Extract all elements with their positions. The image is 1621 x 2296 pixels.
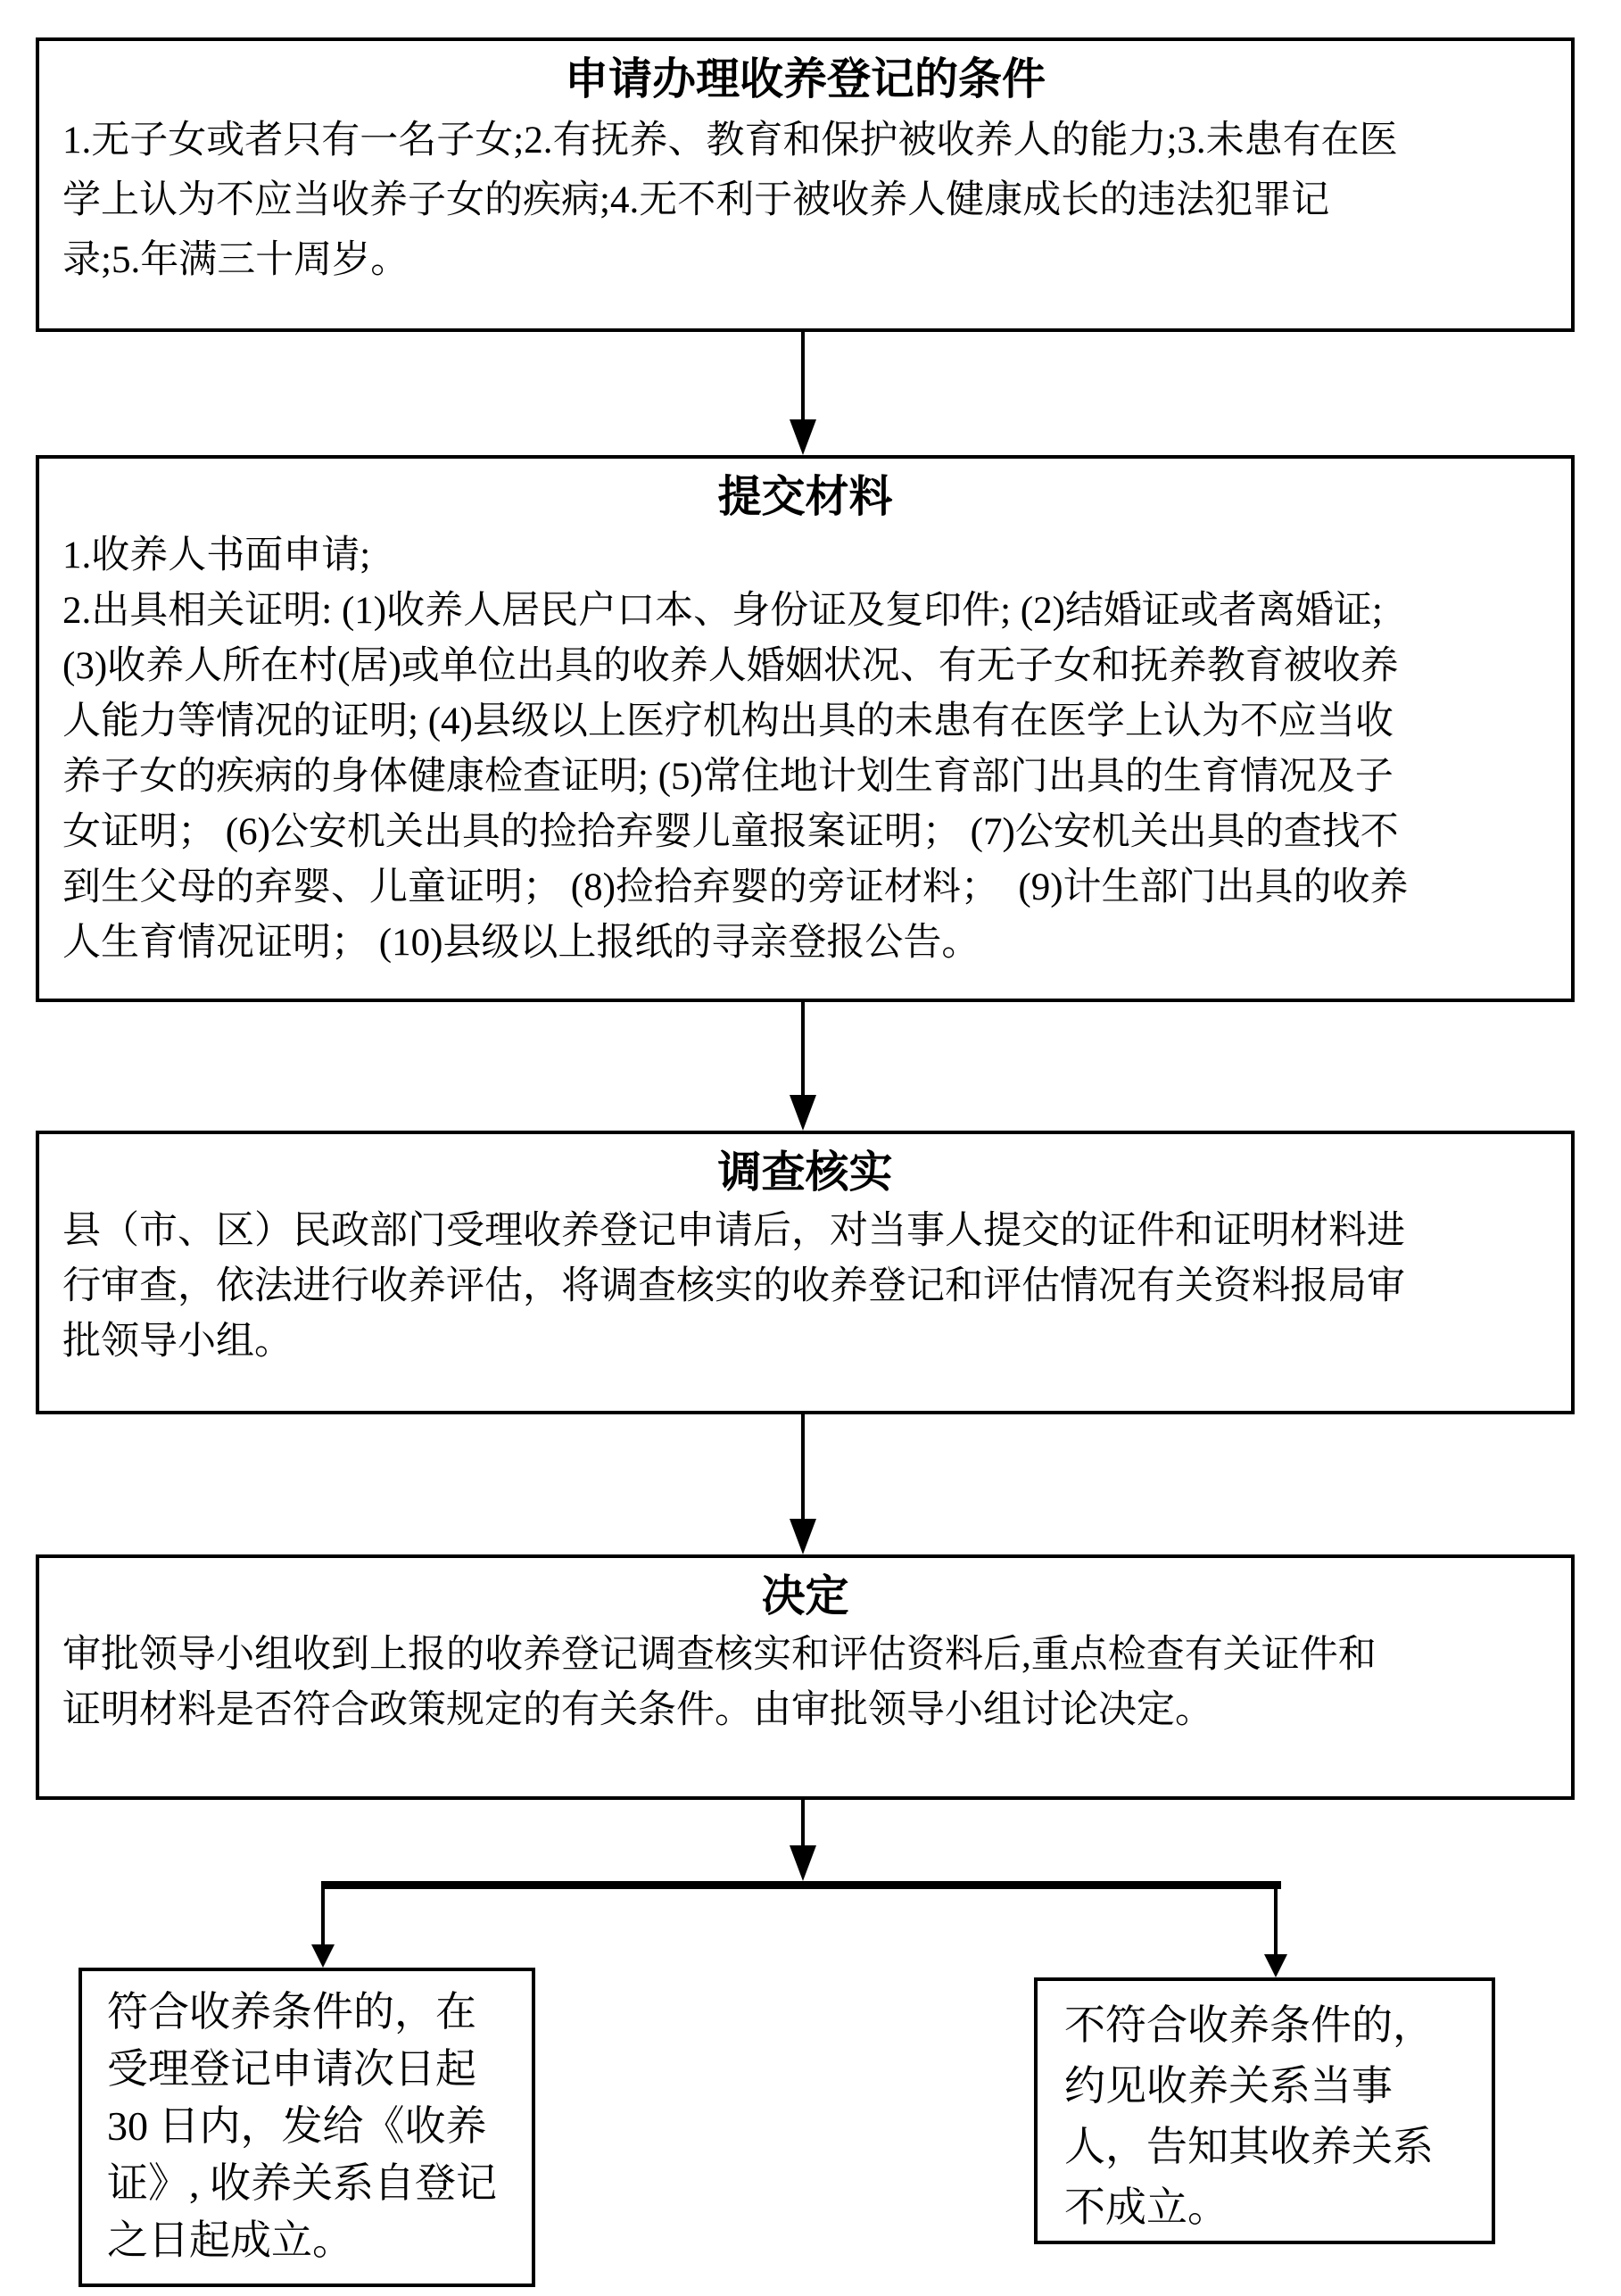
flow-node-approved-outcome [79,1968,535,2287]
text-line: 人生育情况证明； (10)县级以上报纸的寻亲登报公告。 [62,922,980,964]
arrow-down-icon [790,1519,816,1554]
node-rejected-body [1038,1981,1492,2238]
flow-node-conditions [36,37,1575,332]
text-line: 30 日内，发给《收养 [107,2103,487,2149]
node-conditions-body [39,107,1571,290]
node-verify-title: 调查核实 [717,1148,893,1197]
branch-horizontal-line [321,1881,1281,1889]
arrow-verify-to-decision-stem [801,1414,805,1519]
text-line: 养子女的疾病的身体健康检查证明; (5)常住地计划生育部门出具的生育情况及子 [62,756,1394,798]
text-line: 1.无子女或者只有一名子女;2.有抚养、教育和保护被收养人的能力;3.未患有在医 [62,120,1398,162]
text-line: 录;5.年满三十周岁。 [62,239,409,281]
text-line: 证》, 收养关系自登记 [107,2160,497,2206]
node-conditions-title: 申请办理收养登记的条件 [564,54,1046,104]
arrow-down-icon [790,419,816,455]
text-line: 行审查，依法进行收养评估，将调查核实的收养登记和评估情况有关资料报局审 [62,1265,1405,1307]
arrow-conditions-to-materials-stem [801,332,805,419]
text-line: 县（市、区）民政部门受理收养登记申请后，对当事人提交的证件和证明材料进 [62,1210,1405,1252]
arrow-down-icon [311,1944,335,1968]
text-line: 人能力等情况的证明; (4)县级以上医疗机构出具的未患有在医学上认为不应当收 [62,700,1394,742]
text-line: 符合收养条件的，在 [107,1989,476,2035]
text-line: 证明材料是否符合政策规定的有关条件。由审批领导小组讨论决定。 [62,1689,1213,1731]
text-line: 之日起成立。 [107,2217,353,2263]
node-materials-title: 提交材料 [717,472,893,521]
text-line: 不成立。 [1064,2184,1228,2230]
arrow-down-icon [790,1095,816,1131]
text-line: 审批领导小组收到上报的收养登记调查核实和评估资料后,重点检查有关证件和 [62,1634,1377,1676]
text-line: 女证明； (6)公安机关出具的捡拾弃婴儿童报案证明； (7)公安机关出具的查找不 [62,811,1399,853]
flow-node-materials [36,455,1575,1002]
flow-node-rejected-outcome [1034,1977,1495,2244]
node-materials-body [39,525,1571,971]
flow-node-verify [36,1131,1575,1414]
text-line: 学上认为不应当收养子女的疾病;4.无不利于被收养人健康成长的违法犯罪记 [62,179,1330,221]
text-line: 到生父母的弃婴、儿童证明； (8)捡拾弃婴的旁证材料； (9)计生部门出具的收养 [62,866,1409,908]
arrow-down-icon [790,1845,816,1881]
flow-node-decision [36,1554,1575,1800]
arrow-decision-to-branch-stem [801,1800,805,1849]
branch-left-stem [321,1881,325,1946]
arrow-materials-to-verify-stem [801,1002,805,1095]
node-decision-body [39,1624,1571,1738]
node-verify-body [39,1200,1571,1370]
node-approved-body [82,1971,532,2269]
text-line: (3)收养人所在村(居)或单位出具的收养人婚姻状况、有无子女和抚养教育被收养 [62,645,1399,687]
text-line: 1.收养人书面申请; [62,535,371,576]
text-line: 2.出具相关证明: (1)收养人居民户口本、身份证及复印件; (2)结婚证或者离婚证; [62,590,1383,632]
text-line: 受理登记申请次日起 [107,2046,476,2092]
text-line: 人，告知其收养关系 [1064,2124,1434,2169]
text-line: 不符合收养条件的， [1064,2002,1434,2048]
branch-right-stem [1274,1881,1278,1956]
node-decision-title: 决定 [761,1571,849,1620]
text-line: 约见收养关系当事 [1064,2063,1393,2109]
arrow-down-icon [1264,1954,1287,1977]
text-line: 批领导小组。 [62,1321,293,1363]
